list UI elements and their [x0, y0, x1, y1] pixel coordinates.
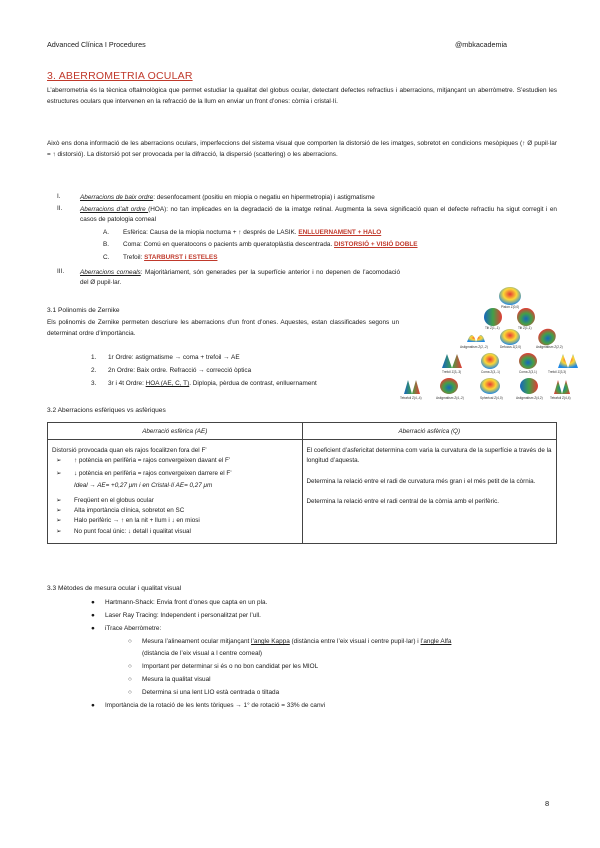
page-number: 8 [545, 799, 550, 808]
hoa-sub-c: C. Trefoil: STARBURST i ESTELES [103, 254, 218, 261]
zernike-mode-10 [404, 380, 420, 394]
zernike-mode-4 [500, 329, 520, 345]
header-right: @mbkacademia [455, 40, 508, 49]
intro-paragraph-2: Això ens dona informació de les aberracions oculars, imperfeccions del sistema visual que comporten la distorsió de les imatges, sobretot en condicions mesòpiques (↑ Ø pupil·lar = ↑ distorsió). La distorsió pot ser provocada per la difracció, la dispersió (scattering) o les aberracions. [47, 140, 557, 158]
zernike-label-0: Piston Z(0,0) [501, 305, 520, 309]
zernike-mode-13 [520, 378, 538, 394]
table-header-q: Aberració asfèrica (Q) [302, 423, 557, 440]
zernike-label-9: Trefoil Z(3,3) [548, 370, 567, 374]
zernike-label-4: Defocus Z(2,0) [500, 345, 522, 349]
zernike-label-12: Spherical Z(4,0) [480, 396, 503, 400]
zernike-mode-6 [442, 354, 462, 368]
zernike-mode-2 [517, 308, 535, 326]
table-point-3: ➢ Halo perifèric → ↑ en la nit + llum i ↓ en miosi [56, 517, 200, 525]
zernike-pyramid-figure [398, 282, 578, 400]
zernike-order-2: 2. 2n Ordre: Baix ordre. Refracció → correcció òptica [91, 367, 252, 374]
zernike-label-11: Astigmatism Z(4,-2) [436, 396, 464, 400]
method-item-3: ● iTrace Aberròmetre: [91, 625, 162, 632]
zernike-mode-9 [558, 354, 578, 368]
type-name-2: Aberracions d’alt ordre [80, 206, 149, 213]
itrace-item-2: ○ Important per determinar si és o no bon candidat per les MIOL [128, 663, 319, 670]
zernike-label-1: Tilt Z(1,-1) [485, 326, 500, 330]
type-name-3: Aberracions corneals [80, 269, 141, 276]
zernike-label-5: Astigmatism Z(2,2) [536, 345, 563, 349]
hoa-sub-a: A. Esfèrica: Causa de la miopia nocturna + ↑ després de LASIK. ENLLUERNAMENT + HALO [103, 229, 382, 236]
intro-paragraph-1: L’aberrometria és la tècnica oftalmològica que permet estudiar la qualitat del globus ocular, detectant defectes refractius i aberracions, mitjançant un aberròmetre. S’estudien les estructures oculars que intervenen en la refracció de la llum en enviar un front d’ones: còrnia i cristal·lí. [47, 87, 557, 105]
itrace-item-1-line2: (distància de l’eix visual a l centre corneal) [142, 650, 263, 657]
methods-heading: 3.3 Mètodes de mesura ocular i qualitat visual [47, 585, 182, 592]
table-arrow-1: ➢ ↑ potència en perifèria = rajos convergeixen davant el F’ [56, 457, 231, 465]
zernike-mode-14 [554, 380, 570, 394]
zernike-mode-11 [440, 378, 458, 394]
table-ideal: Ideal → AE= +0,27 μm i en Cristal·lí AE= 0,27 μm [74, 482, 213, 490]
zernike-mode-12 [480, 378, 500, 394]
type-item-3: Aberracions corneals: Majoritàriament, són generades per la superfície anterior i no depenen de l’acomodació del Ø pupil·lar. [80, 269, 401, 286]
table-heading: 3.2 Aberracions esfèriques vs asfèriques [47, 407, 166, 414]
itrace-item-1: ○ Mesura l’alineament ocular mitjançant l’angle Kappa (distància entre l’eix visual i centre pupil·lar) i l’angle Alfa [128, 638, 452, 645]
zernike-mode-0 [499, 287, 521, 305]
zernike-label-6: Trefoil Z(3,-3) [442, 370, 462, 374]
zernike-label-7: Coma Z(3,-1) [481, 370, 500, 374]
aberration-table [47, 422, 557, 544]
table-cell-right: El coeficient d’asfericitat determina com varia la curvatura de la superfície a través de la longitud d’aquesta. Determina la relació entre el radi de curvatura més gran i el més petit de la còrnia. Determina la relació entre el radi central de la còrnia amb el perifèric. [302, 440, 557, 544]
table-arrow-2: ➢ ↓ potència en perifèria = rajos convergeixen darrere el F’ [56, 469, 232, 477]
type-num-2: II. [57, 205, 63, 212]
itrace-item-3: ○ Mesura la qualitat visual [128, 676, 211, 683]
table-point-4: ➢ No punt focal únic: ↓ detall i qualitat visual [56, 527, 191, 535]
table-point-2: ➢ Alta importància clínica, sobretot en SC [56, 507, 185, 515]
zernike-text: Els polinomis de Zernike permeten descriure les aberracions d’un front d’ones. Aquestes, estan classificades segons un determinat ordre d’importància. [47, 319, 399, 337]
method-item-4: ● Importància de la rotació de les lents tòriques → 1° de rotació = 33% de canvi [91, 702, 326, 709]
type-name-1: Aberracions de baix ordre [80, 194, 154, 201]
zernike-heading: 3.1 Polinomis de Zernike [47, 307, 120, 314]
method-item-2: ● Laser Ray Tracing: Independent i personalitzat per l’ull. [91, 612, 261, 619]
hoa-sub-b: B. Coma: Comú en queratocons o pacients amb queratoplàstia descentrada. DISTORSIÓ + VISIÓ DOBLE [103, 241, 418, 248]
zernike-label-8: Coma Z(3,1) [519, 370, 537, 374]
type-item-2: Aberracions d’alt ordre (HOA): no tan implicades en la degradació de la imatge retinal. Augmenta la seva significació quan el defecte refractiu ha sigut corregit i en casos de patologia corneal [80, 206, 557, 223]
type-item-1: Aberracions de baix ordre: desenfocament (positiu en miopia o negatiu en hipermetropia) i astigmatisme [80, 194, 375, 201]
type-num-1: I. [57, 193, 61, 200]
header-left: Advanced Clínica I Procedures [47, 40, 146, 49]
zernike-mode-8 [519, 353, 537, 369]
zernike-label-3: Astigmatism Z(2,-2) [460, 345, 488, 349]
table-cell-left: Distorsió provocada quan els rajos focalitzen fora del F’ ➢ ↑ potència en perifèria = rajos convergeixen davant el F’ ➢ ↓ potència en perifèria = rajos convergeixen darrere el F’ Ideal → AE= +0,27 μm i en Cristal·lí AE= 0,27 μm ➢ Freqüent en el globus ocular ➢ Alta importància clínica, sobretot en SC ➢ Halo perifèric → ↑ en la nit + llum i ↓ en miosi ➢ No punt focal únic: ↓ detall i qualitat visual [48, 440, 303, 544]
zernike-label-10: Tetrafoil Z(4,-4) [400, 396, 422, 400]
itrace-item-4: ○ Determina si una lent LIO està centrada o tiltada [128, 689, 280, 696]
zernike-mode-7 [481, 353, 499, 369]
zernike-label-2: Tilt Z(1,1) [518, 326, 532, 330]
section-title: 3. ABERROMETRIA OCULAR [47, 70, 193, 82]
zernike-order-3: 3. 3r i 4t Ordre: HOA (AE, C, T). Diplopia, pèrdua de contrast, enlluernament [91, 380, 317, 387]
zernike-order-1: 1. 1r Ordre: astigmatisme → coma + trefoil → AE [91, 354, 240, 361]
zernike-mode-3 [467, 335, 485, 342]
table-header-ae: Aberració esfèrica (AE) [48, 423, 303, 440]
type-num-3: III. [57, 268, 65, 275]
zernike-label-13: Astigmatism Z(4,2) [516, 396, 543, 400]
method-item-1: ● Hartmann-Shack: Envia front d’ones que capta en un pla. [91, 599, 268, 606]
zernike-mode-1 [484, 308, 502, 326]
zernike-label-14: Tetrafoil Z(4,4) [550, 396, 571, 400]
table-point-1: ➢ Freqüent en el globus ocular [56, 496, 154, 504]
